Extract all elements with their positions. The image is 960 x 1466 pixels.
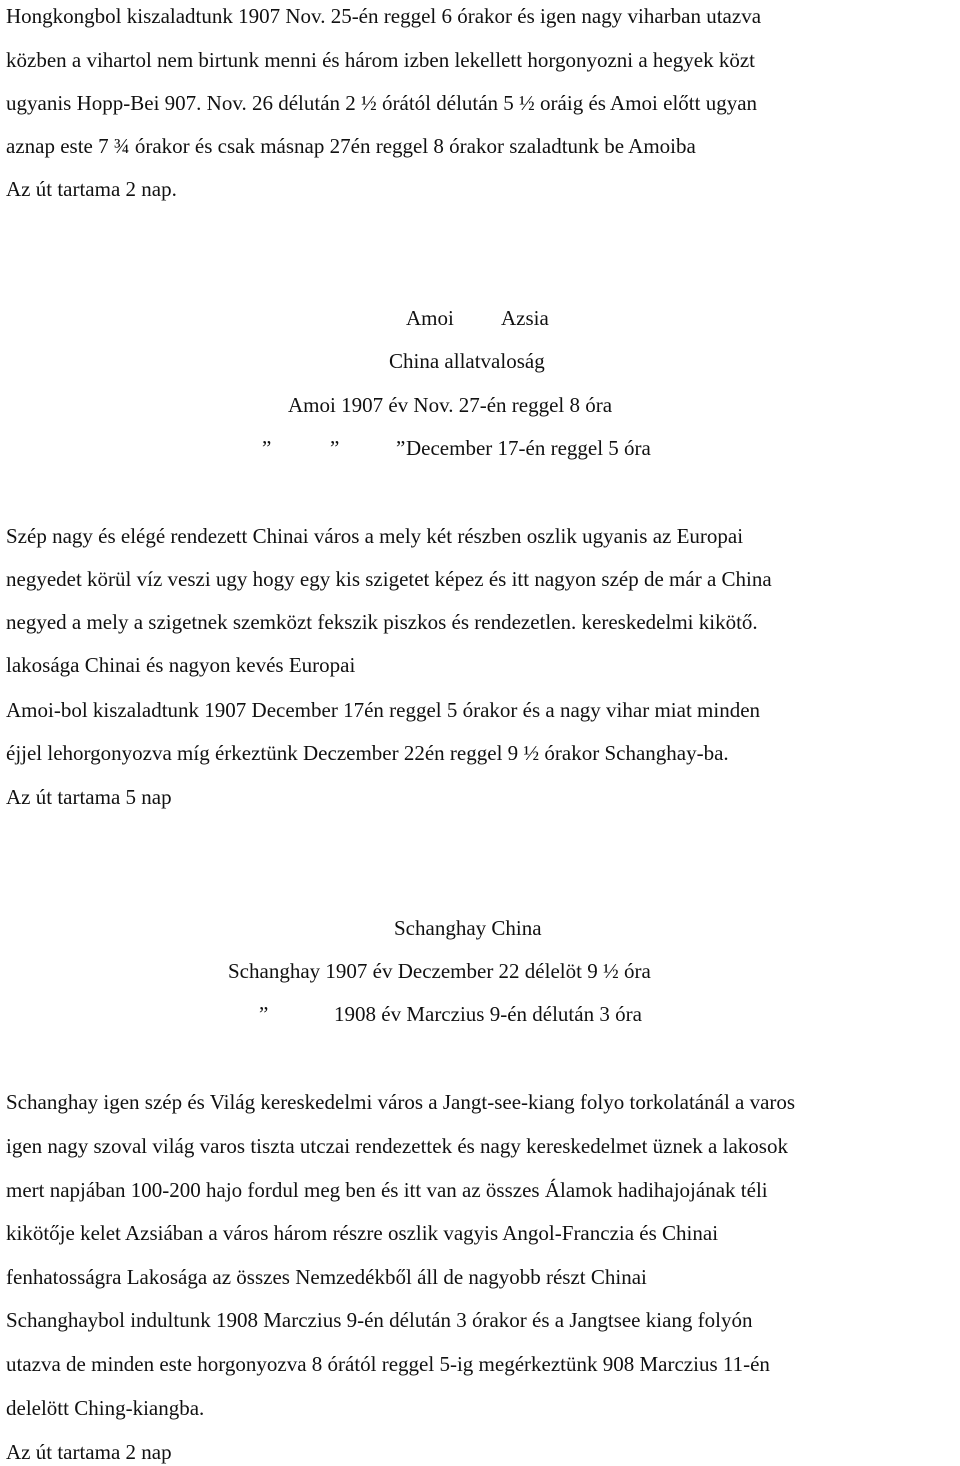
amoi-continent: Azsia <box>501 306 549 330</box>
text-line: negyed a mely a szigetnek szemközt fekszik piszkos és rendezetlen. kereskedelmi kikötő. <box>6 610 758 634</box>
schanghay-arrival: Schanghay 1907 év Deczember 22 délelöt 9 ½ óra <box>228 959 651 983</box>
amoi-city: Amoi <box>406 306 454 330</box>
text-line: Az út tartama 5 nap <box>6 785 172 809</box>
schanghay-title: Schanghay China <box>394 916 542 940</box>
ditto-mark: ” <box>396 436 406 460</box>
amoi-departure: December 17-én reggel 5 óra <box>406 436 651 460</box>
text-line: kikötője kelet Azsiában a város három részre oszlik vagyis Angol-Franczia és Chinai <box>6 1221 719 1245</box>
text-line: mert napjában 100-200 hajo fordul meg ben és itt van az összes Álamok hadihajojának téli <box>6 1178 768 1202</box>
text-line: igen nagy szoval világ varos tiszta utczai rendezettek és nagy kereskedelmet üznek a lakosok <box>6 1134 788 1158</box>
amoi-arrival: Amoi 1907 év Nov. 27-én reggel 8 óra <box>288 393 613 417</box>
text-line: éjjel lehorgonyozva míg érkeztünk Deczember 22én reggel 9 ½ órakor Schanghay-ba. <box>6 741 729 765</box>
text-line: Hongkongbol kiszaladtunk 1907 Nov. 25-én reggel 6 órakor és igen nagy viharban utazva <box>6 4 762 28</box>
ditto-mark: ” <box>262 436 272 460</box>
text-line: Az út tartama 2 nap. <box>6 177 177 201</box>
schanghay-departure: 1908 év Marczius 9-én délután 3 óra <box>334 1002 642 1026</box>
text-line: fenhatosságra Lakosága az összes Nemzedékből áll de nagyobb részt Chinai <box>6 1265 647 1289</box>
amoi-country: China allatvaloság <box>389 349 545 373</box>
text-line: delelött Ching-kiangba. <box>6 1396 205 1420</box>
text-line: közben a vihartol nem birtunk menni és három izben lekellett horgonyozni a hegyek közt <box>6 48 755 72</box>
text-line: Schanghaybol indultunk 1908 Marczius 9-én délután 3 órakor és a Jangtsee kiang folyón <box>6 1308 753 1332</box>
ditto-mark: ” <box>259 1002 269 1026</box>
ditto-mark: ” <box>330 436 340 460</box>
text-line: Szép nagy és elégé rendezett Chinai város a mely két részben oszlik ugyanis az Europai <box>6 524 744 548</box>
text-line: Schanghay igen szép és Világ kereskedelmi város a Jangt-see-kiang folyo torkolatánál a varos <box>6 1090 796 1114</box>
text-line: Amoi-bol kiszaladtunk 1907 December 17én reggel 5 órakor és a nagy vihar miat minden <box>6 698 761 722</box>
text-line: aznap este 7 ¾ órakor és csak másnap 27én reggel 8 órakor szaladtunk be Amoiba <box>6 134 696 158</box>
text-line: negyedet körül víz veszi ugy hogy egy kis szigetet képez és itt nagyon szép de már a China <box>6 567 772 591</box>
text-line: Az út tartama 2 nap <box>6 1440 172 1464</box>
text-line: ugyanis Hopp-Bei 907. Nov. 26 délután 2 ½ órától délután 5 ½ oráig és Amoi előtt ugyan <box>6 91 758 115</box>
text-line: lakosága Chinai és nagyon kevés Europai <box>6 653 356 677</box>
text-line: utazva de minden este horgonyozva 8 órától reggel 5-ig megérkeztünk 908 Marczius 11-én <box>6 1352 770 1376</box>
